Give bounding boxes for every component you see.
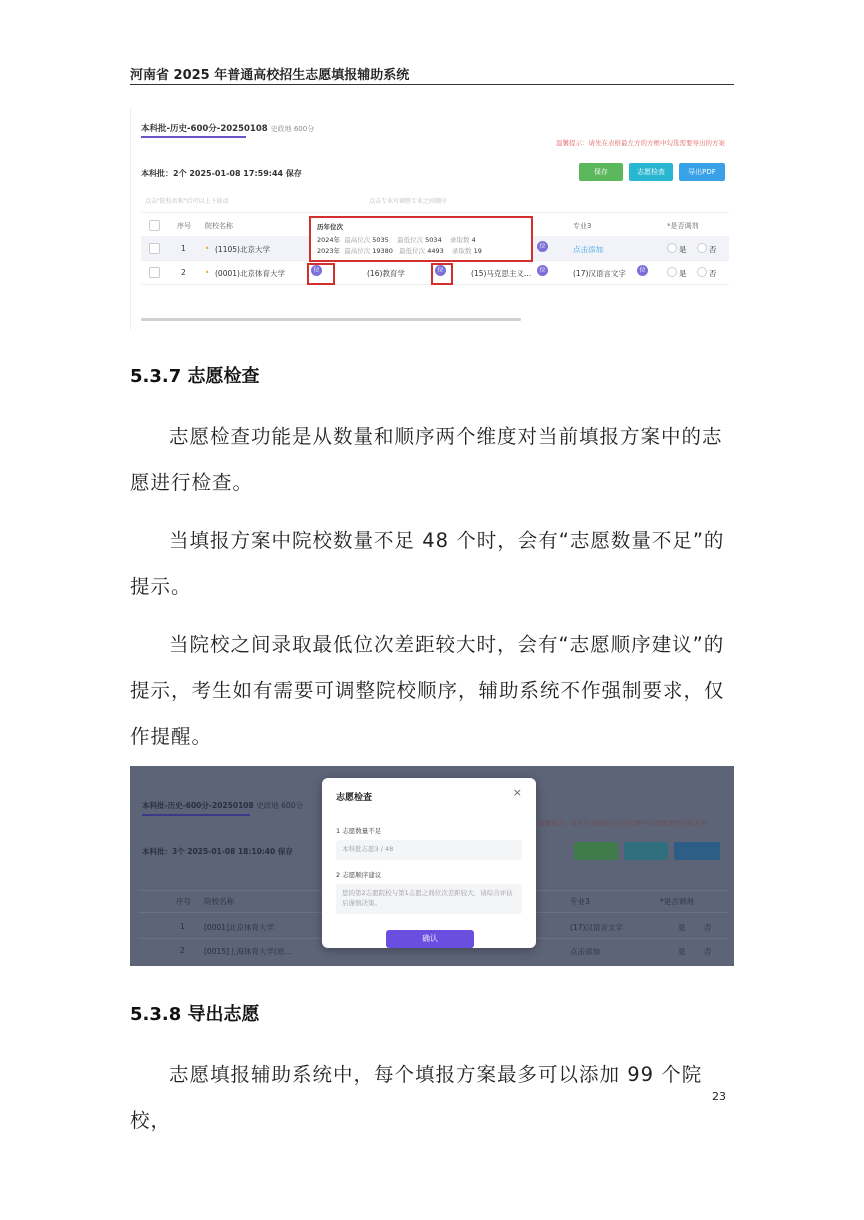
screenshot-check-modal — [130, 766, 734, 966]
hint-left: 点击"院校名称"后可以上下移动 — [145, 198, 229, 205]
col-adjust: *是否调剂 — [660, 897, 694, 906]
rank-history-icon[interactable]: 位 — [435, 265, 446, 276]
row-major3[interactable]: (17)汉语言文字 — [570, 923, 623, 932]
modal-title: 志愿检查 — [336, 793, 373, 803]
section-quantity: 1 志愿数量不足 — [336, 827, 382, 835]
paragraph-1: 志愿检查功能是从数量和顺序两个维度对当前填报方案中的志愿进行检查。 — [130, 425, 723, 494]
rank-history-icon[interactable]: 位 — [311, 265, 322, 276]
adjust-no-label[interactable]: 否 — [704, 923, 712, 932]
adjust-no-label[interactable]: 否 — [704, 947, 712, 956]
paragraph-4: 志愿填报辅助系统中，每个填报方案最多可以添加 99 个院校， — [130, 1063, 703, 1132]
row-checkbox[interactable] — [149, 243, 160, 254]
plan-title: 本科批-历史-600分-20250108 史政地 600分 — [141, 124, 315, 134]
save-button[interactable] — [574, 842, 618, 860]
check-button[interactable]: 志愿检查 — [629, 163, 673, 181]
drag-dot-icon[interactable]: • — [205, 244, 210, 253]
row-seq: 1 — [180, 922, 185, 931]
select-all-checkbox[interactable] — [149, 220, 160, 231]
plan-title-underline — [142, 814, 250, 816]
batch-info: 本科批：3个 2025-01-08 18:10:40 保存 — [142, 847, 293, 856]
col-seq: 序号 — [176, 897, 191, 906]
col-college: 院校名称 — [204, 897, 234, 906]
row-seq: 2 — [181, 268, 186, 277]
popover-row-2023: 2023年 最高位次 19380 最低位次 4493 录取数 19 — [317, 247, 482, 255]
row-college[interactable]: (1105)北京大学 — [215, 245, 270, 254]
check-button[interactable] — [624, 842, 668, 860]
adjust-no-label: 否 — [709, 269, 717, 278]
adjust-yes-label[interactable]: 是 — [678, 947, 686, 956]
col-seq: 序号 — [177, 222, 191, 230]
adjust-yes-radio[interactable] — [667, 243, 677, 253]
close-icon[interactable]: × — [512, 786, 522, 799]
export-pdf-button[interactable] — [674, 842, 720, 860]
adjust-yes-label: 是 — [679, 269, 687, 278]
highlight-box — [307, 263, 335, 285]
section-heading-538: 5.3.8 导出志愿 — [130, 1004, 260, 1025]
add-major-link[interactable]: 点击添加 — [573, 245, 603, 254]
section-heading-537: 5.3.7 志愿检查 — [130, 366, 260, 387]
row-seq: 1 — [181, 244, 186, 253]
adjust-yes-label: 是 — [679, 245, 687, 254]
header-divider — [130, 84, 734, 85]
drag-dot-icon[interactable]: • — [205, 268, 210, 277]
col-major3: 专业3 — [570, 897, 590, 906]
confirm-button[interactable]: 确认 — [386, 930, 474, 948]
paragraph-3: 当院校之间录取最低位次差距较大时，会有“志愿顺序建议”的提示，考生如有需要可调整院校顺序，辅助系统不作强制要求，仅作提醒。 — [130, 633, 725, 748]
adjust-no-label: 否 — [709, 245, 717, 254]
col-college: 院校名称 — [205, 222, 233, 230]
order-message: 您的第2志愿院校与第1志愿之间位次差距较大，请综合评估后谨慎决策。 — [336, 884, 522, 914]
tip-text: 温馨提示：请先在表格最左方的方框中勾选需要导出的方案 — [556, 139, 725, 147]
page-header-title: 河南省 2025 年普通高校招生志愿填报辅助系统 — [130, 68, 410, 83]
save-button[interactable]: 保存 — [579, 163, 623, 181]
rank-history-popover — [309, 216, 533, 262]
row-major1[interactable]: (16)教育学 — [367, 269, 405, 278]
rank-history-icon[interactable]: 位 — [537, 241, 548, 252]
row-major2[interactable]: (15)马克思主义… — [471, 269, 532, 278]
screenshot-plan-table — [130, 108, 731, 330]
popover-row-2024: 2024年 最高位次 5035 最低位次 5034 录取数 4 — [317, 236, 476, 244]
row-seq: 2 — [180, 946, 185, 955]
rank-history-icon[interactable]: 位 — [537, 265, 548, 276]
row-college[interactable]: [0001]北京体育大学 — [204, 923, 274, 932]
row-college[interactable]: (0001)北京体育大学 — [215, 269, 285, 278]
row-major3[interactable]: (17)汉语言文字 — [573, 269, 626, 278]
horizontal-scrollbar[interactable] — [141, 318, 521, 321]
adjust-yes-label[interactable]: 是 — [678, 923, 686, 932]
check-modal — [322, 778, 536, 948]
page-number: 23 — [712, 1090, 726, 1103]
rank-history-icon[interactable]: 位 — [637, 265, 648, 276]
quantity-message: 本科批志愿3 / 48 — [336, 840, 522, 860]
col-adjust: *是否调剂 — [667, 222, 699, 230]
adjust-yes-radio[interactable] — [667, 267, 677, 277]
col-major3: 专业3 — [573, 222, 592, 230]
plan-title: 本科批-历史-600分-20250108 史政地 600分 — [142, 801, 304, 810]
highlight-box — [431, 263, 453, 285]
plan-title-underline — [141, 136, 246, 138]
section-order: 2 志愿顺序建议 — [336, 871, 382, 879]
paragraph-2: 当填报方案中院校数量不足 48 个时，会有“志愿数量不足”的提示。 — [130, 529, 725, 598]
adjust-no-radio[interactable] — [697, 243, 707, 253]
export-pdf-button[interactable]: 导出PDF — [679, 163, 725, 181]
row-college[interactable]: [0015]上海体育大学(原… — [204, 947, 292, 956]
tip-text: 温馨提示：请先在表格最左方的方框中勾选需要导出的方案 — [538, 819, 707, 827]
row-major3[interactable]: 点击添加 — [570, 947, 600, 956]
row-checkbox[interactable] — [149, 267, 160, 278]
adjust-no-radio[interactable] — [697, 267, 707, 277]
popover-title: 历年位次 — [317, 223, 343, 231]
batch-info: 本科批：2个 2025-01-08 17:59:44 保存 — [141, 169, 302, 178]
hint-right: 点击专业可调整专业之间顺序 — [369, 198, 448, 205]
